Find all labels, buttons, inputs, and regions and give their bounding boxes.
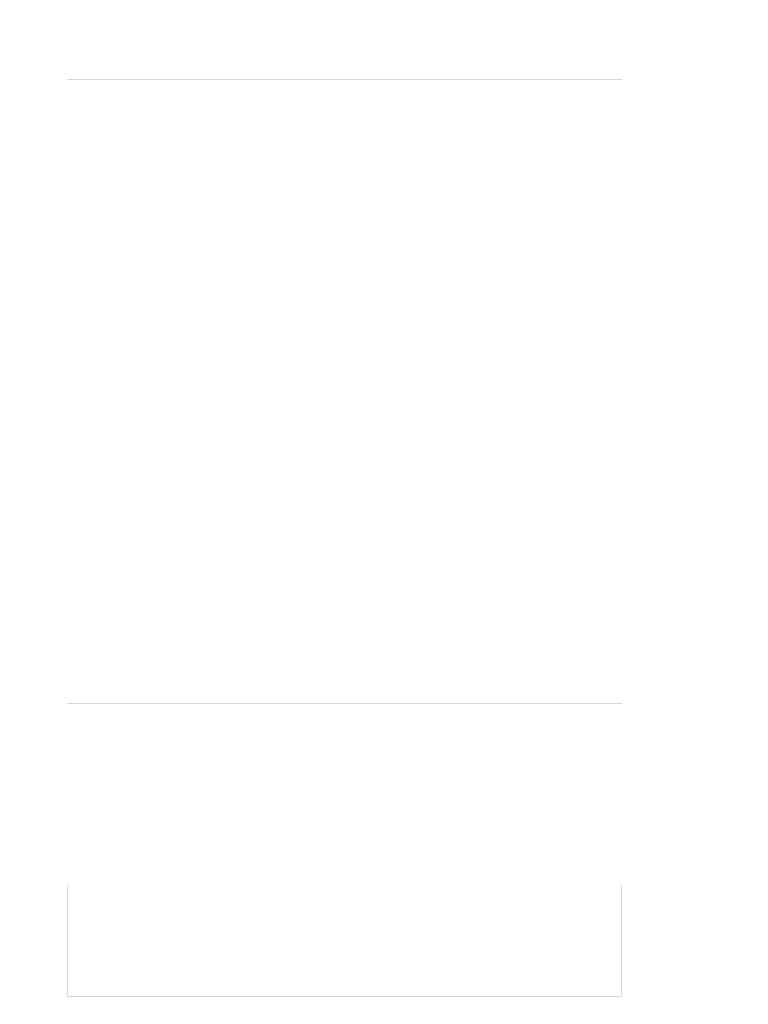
info-section: [67, 885, 622, 997]
vitamins-table-continued: [67, 703, 622, 704]
nutrients-table: [67, 79, 622, 80]
